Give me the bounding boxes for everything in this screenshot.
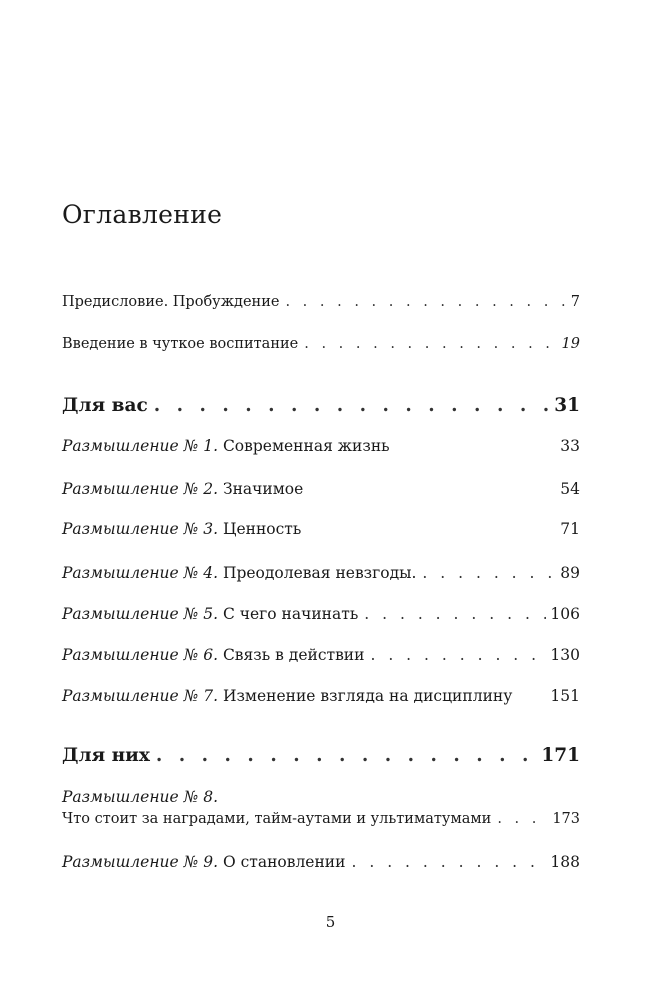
- toc-entry-title: Современная жизнь: [222, 437, 390, 455]
- toc-entry-page: 188: [550, 853, 580, 871]
- reflection-label: Размышление № 5.: [62, 605, 218, 623]
- toc-entry-page: 89: [560, 564, 580, 582]
- toc-entry-page: 106: [550, 605, 580, 623]
- page-number: 5: [325, 913, 336, 931]
- toc-entry-title: Что стоит за наградами, тайм-аутами и ультиматумами: [62, 811, 492, 827]
- toc-section-for-you[interactable]: [62, 395, 580, 416]
- toc-entry-introduction[interactable]: [62, 336, 580, 352]
- toc-entry-page: 7: [570, 294, 580, 310]
- leader-dots: [497, 811, 548, 827]
- reflection-label: Размышление № 6.: [62, 646, 218, 664]
- leader-dots: [422, 564, 556, 582]
- toc-entry-page: 19: [561, 336, 580, 352]
- section-page: 171: [541, 745, 580, 766]
- toc-entry-page: 130: [550, 646, 580, 664]
- leader-dots: [351, 853, 546, 871]
- leader-dots: [370, 646, 546, 664]
- toc-entry-reflection-7[interactable]: [62, 687, 580, 705]
- reflection-label: Размышление № 7.: [62, 687, 218, 705]
- section-title: Для них: [62, 745, 150, 766]
- toc-entry-page: 71: [560, 520, 580, 538]
- section-page: 31: [554, 395, 580, 416]
- toc-entry-reflection-5[interactable]: [62, 605, 580, 623]
- reflection-label: Размышление № 9.: [62, 853, 218, 871]
- toc-entry-reflection-2[interactable]: [62, 480, 580, 498]
- toc-entry-title: Преодолевая невзгоды.: [222, 564, 417, 582]
- toc-entry-title: С чего начинать: [222, 605, 359, 623]
- toc-entry-page: 54: [560, 480, 580, 498]
- toc-entry-title: Изменение взгляда на дисциплину: [222, 687, 513, 705]
- page-title: Оглавление: [62, 200, 223, 229]
- toc-entry-page: 173: [552, 811, 580, 827]
- section-title: Для вас: [62, 395, 148, 416]
- leader-dots: [156, 745, 537, 766]
- toc-entry-title: Ценность: [222, 520, 302, 538]
- toc-entry-title: О становлении: [222, 853, 346, 871]
- toc-entry-title: Предисловие. Пробуждение: [62, 294, 280, 310]
- toc-entry-title: Введение в чуткое воспитание: [62, 336, 299, 352]
- leader-dots: [154, 395, 551, 416]
- leader-dots: [364, 605, 546, 623]
- toc-entry-title: Значимое: [222, 480, 304, 498]
- toc-entry-page: 151: [550, 687, 580, 705]
- reflection-label: Размышление № 3.: [62, 520, 218, 538]
- toc-entry-reflection-9[interactable]: [62, 853, 580, 871]
- reflection-label: Размышление № 8.: [62, 788, 218, 806]
- leader-dots: [285, 294, 566, 310]
- toc-entry-preface[interactable]: [62, 294, 580, 310]
- reflection-label: Размышление № 1.: [62, 437, 218, 455]
- reflection-label: Размышление № 2.: [62, 480, 218, 498]
- toc-entry-reflection-3[interactable]: [62, 520, 580, 538]
- toc-entry-page: 33: [560, 437, 580, 455]
- toc-entry-reflection-6[interactable]: [62, 646, 580, 664]
- leader-dots: [304, 336, 557, 352]
- toc-entry-title: Связь в действии: [222, 646, 365, 664]
- toc-entry-reflection-1[interactable]: [62, 437, 580, 455]
- toc-entry-reflection-8[interactable]: [62, 811, 580, 827]
- toc-entry-reflection-4[interactable]: [62, 564, 580, 582]
- toc-section-for-them[interactable]: [62, 745, 580, 766]
- reflection-label: Размышление № 4.: [62, 564, 218, 582]
